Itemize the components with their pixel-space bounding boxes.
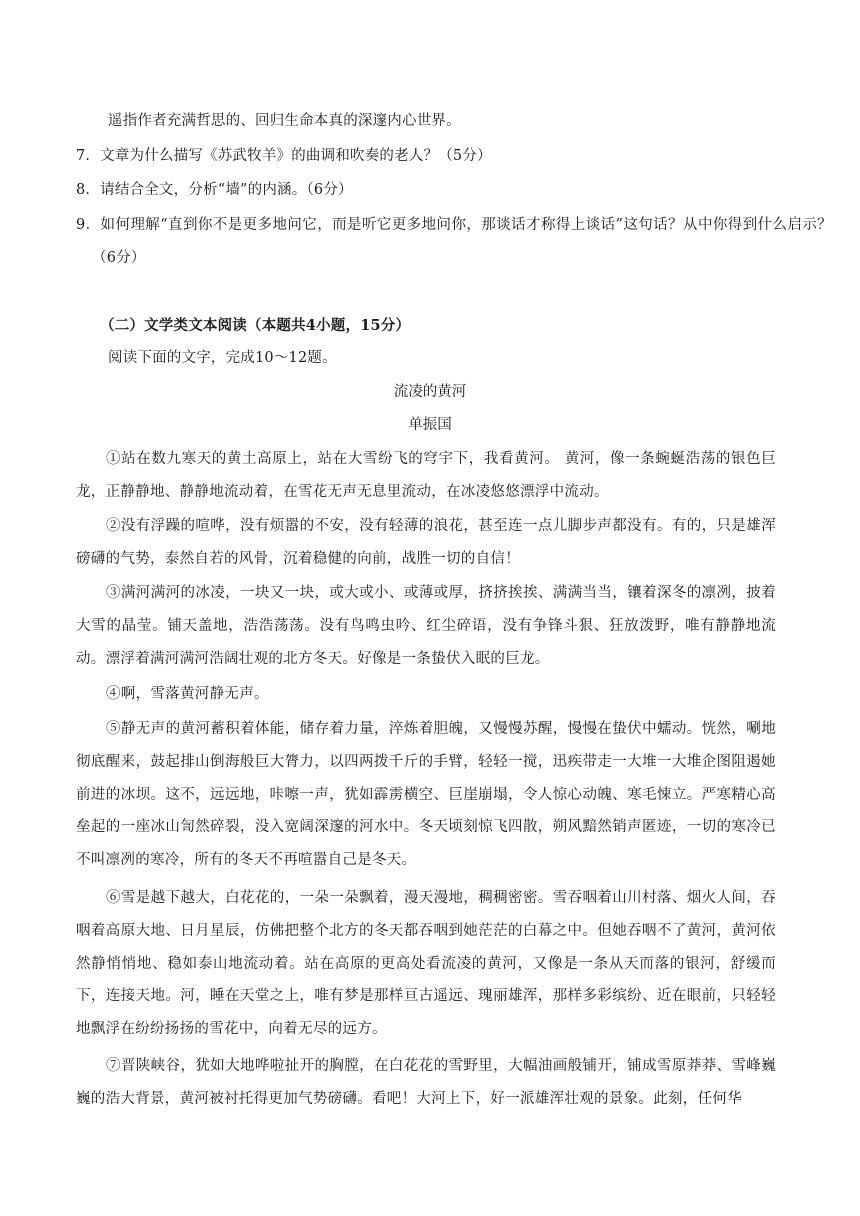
article-title: 流凌的黄河 <box>393 384 467 400</box>
reading-instruction: 阅读下面的文字，完成10～12题。 <box>108 350 337 366</box>
article-paragraph-1: ①站在数九寒天的黄土高原上，站在大雪纷飞的穹宇下，我看黄河。 黄河，像一条蜿蜒浩荡的银色巨龙，正静静地、静静地流动着，在雪花无声无息里流动，在冰凌悠悠漂浮中流动。 <box>76 451 776 500</box>
article-paragraph-6: ⑥雪是越下越大，白花花的，一朵一朵飘着，漫天漫地，稠稠密密。雪吞咽着山川村落、烟火人间，吞咽着高原大地、日月星辰，仿佛把整个北方的冬天都吞咽到她茫茫的白幕之中。但她吞咽不了黄河，黄河依然静悄悄地、稳如泰山地流动着。站在高原的更高处看流凌的黄河，又像是一条从天而落的银河，舒缓而下，连接天地。河，睡在天堂之上，唯有梦是那样亘古遥远、瑰丽雄浑，那样多彩缤纷、近在眼前，只轻轻地飘浮在纷纷扬扬的雪花中，向着无尽的远方。 <box>76 890 776 1038</box>
article-paragraph-4: ④啊，雪落黄河静无声。 <box>106 686 269 702</box>
article-paragraph-2: ②没有浮躁的喧哗，没有烦嚣的不安，没有轻薄的浪花，甚至连一点儿脚步声都没有。有的，只是雄浑磅礴的气势，泰然自若的风骨，沉着稳健的向前，战胜一切的自信！ <box>76 518 776 567</box>
article-paragraph-3: ③满河满河的冰凌，一块又一块，或大或小、或薄或厚，挤挤挨挨、满满当当，镶着深冬的凛冽，披着大雪的晶莹。铺天盖地，浩浩荡荡。没有鸟鸣虫吟、红尘碎语，没有争锋斗狠、狂放泼野，唯有静静地流动。漂浮着满河满河浩阔壮观的北方冬天。好像是一条蛰伏入眠的巨龙。 <box>76 585 776 667</box>
question-9: 9．如何理解“直到你不是更多地问它，而是听它更多地问你，那谈话才称得上谈话”这句话？从中你得到什么启示？（6分） <box>76 217 832 266</box>
previous-answer-continuation: 遥指作者充满哲思的、回归生命本真的深邃内心世界。 <box>108 113 461 129</box>
section-heading: （二）文学类文本阅读（本题共4小题，15分） <box>100 317 411 334</box>
article-author: 单振国 <box>408 417 452 433</box>
question-8: 8．请结合全文，分析“墙”的内涵。（6分） <box>76 182 353 198</box>
question-7: 7．文章为什么描写《苏武牧羊》的曲调和吹奏的老人？（5分） <box>76 148 492 164</box>
article-paragraph-5: ⑤静无声的黄河蓄积着体能，储存着力量，淬炼着胆魄，又慢慢苏醒，慢慢在蛰伏中蠕动。恍然，唰地彻底醒来，鼓起排山倒海般巨大膂力，以四两拨千斤的手臂，轻轻一搅，迅疾带走一大堆一大堆企图阻遏她前进的冰坝。这不，远远地，咔嚓一声，犹如霹雳横空、巨崖崩塌，令人惊心动魄、寒毛悚立。严寒精心高垒起的一座冰山訇然碎裂，没入宽阔深邃的河水中。冬天顷刻惊飞四散，朔风黯然销声匿迹，一切的寒冷已不叫凛冽的寒冷，所有的冬天不再喧嚣自己是冬天。 <box>76 721 776 869</box>
article-paragraph-7: ⑦晋陕峡谷，犹如大地哗啦扯开的胸膛，在白花花的雪野里，大幅油画般铺开，铺成雪原莽莽、雪峰巍巍的浩大背景，黄河被衬托得更加气势磅礴。看吧！大河上下，好一派雄浑壮观的景象。此刻，任何华 <box>76 1058 776 1107</box>
